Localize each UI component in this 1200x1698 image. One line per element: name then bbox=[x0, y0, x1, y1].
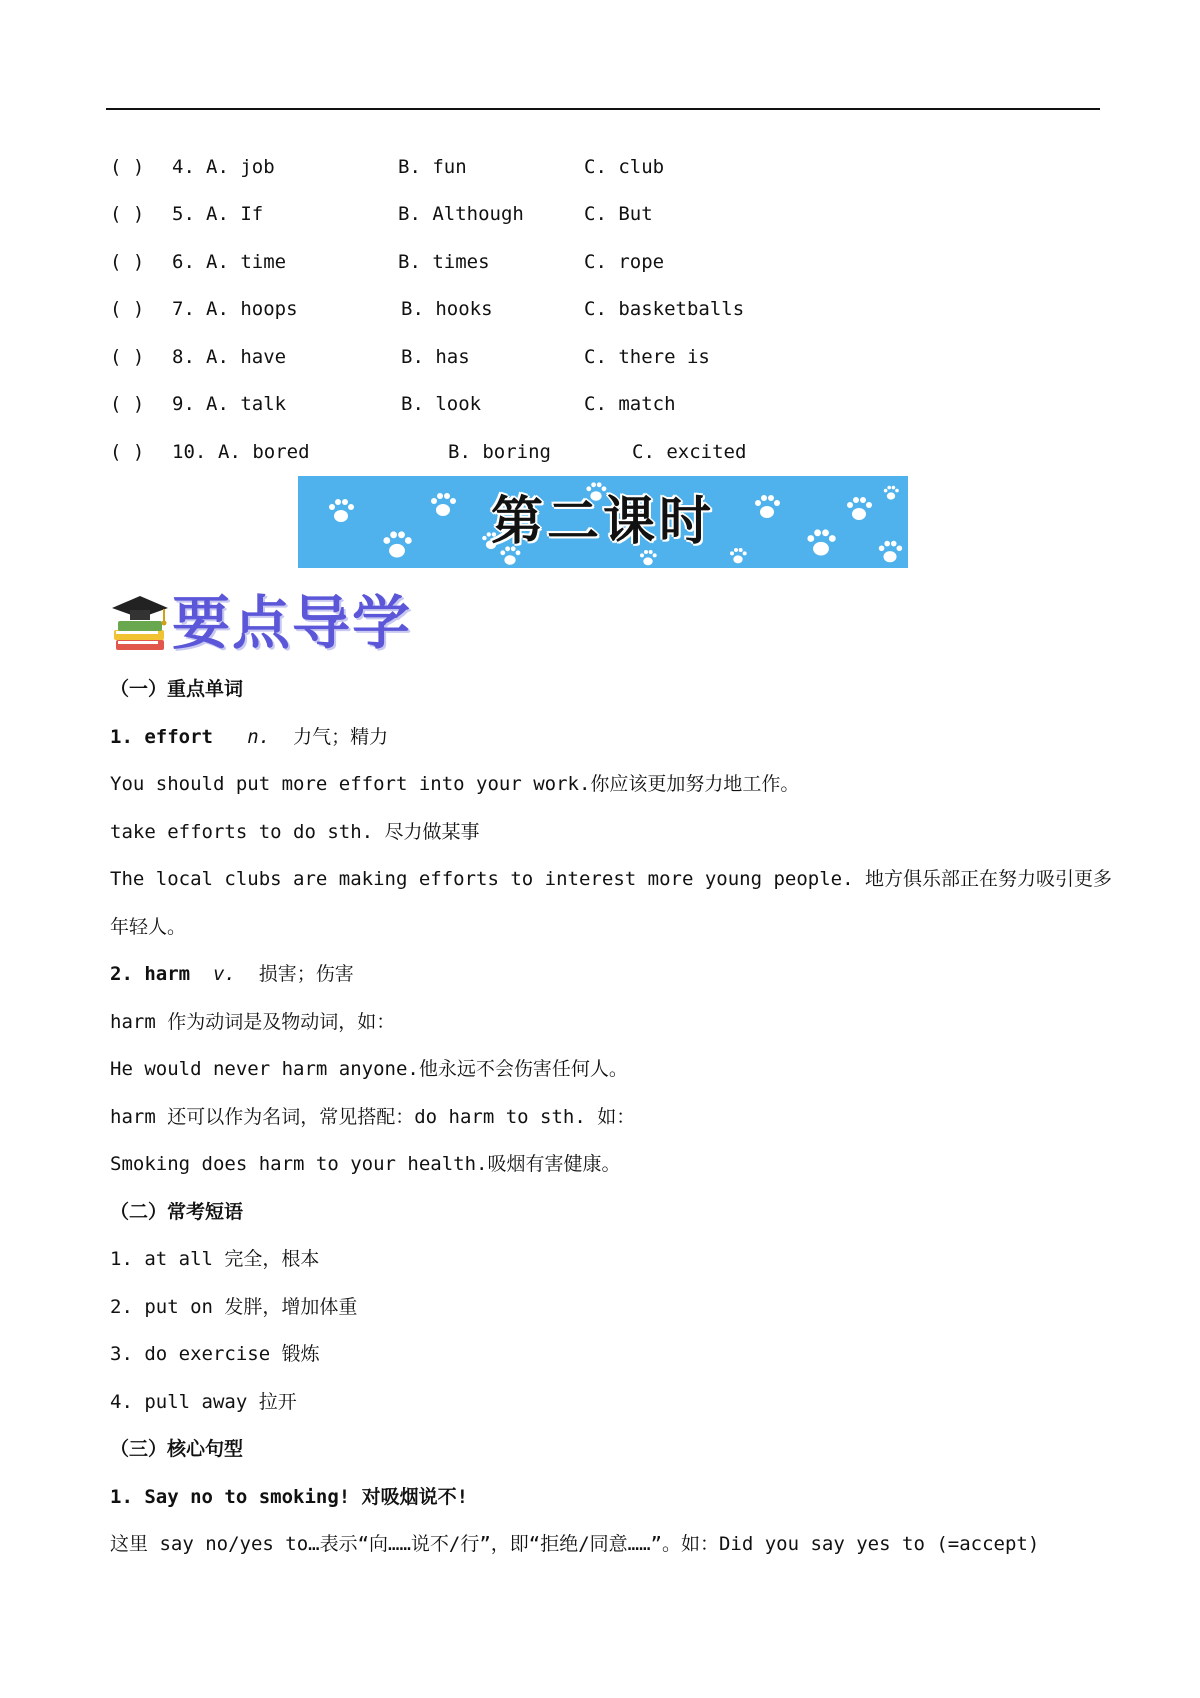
example-7: Smoking does harm to your health.吸烟有害健康。 bbox=[110, 1153, 621, 1175]
phrase-item: 1. at all 完全，根本 bbox=[110, 1248, 320, 1270]
option-a: A. job bbox=[206, 156, 275, 178]
section1-title: （一）重点单词 bbox=[110, 678, 244, 700]
example-4: harm 作为动词是及物动词，如： bbox=[110, 1011, 396, 1033]
option-c: C. rope bbox=[584, 251, 665, 273]
option-b: B. has bbox=[401, 346, 470, 368]
answer-blank[interactable]: ( ) bbox=[110, 441, 145, 463]
header-rule bbox=[106, 108, 1100, 110]
option-c: C. match bbox=[584, 393, 676, 415]
question-number: 7. bbox=[172, 298, 195, 320]
banner-title: 第二课时 bbox=[490, 492, 715, 552]
phrase-item: 3. do exercise 锻炼 bbox=[110, 1343, 320, 1365]
example-6: harm 还可以作为名词，常见搭配：do harm to sth. 如： bbox=[110, 1106, 636, 1128]
option-b: B. fun bbox=[398, 156, 467, 178]
word2-head: 2. harm bbox=[110, 963, 191, 985]
phrase-item: 4. pull away 拉开 bbox=[110, 1391, 297, 1413]
word2-meaning: 损害；伤害 bbox=[258, 963, 354, 985]
question-number: 9. bbox=[172, 393, 195, 415]
graduation-cap-books-icon bbox=[110, 594, 170, 656]
word2-entry bbox=[110, 961, 354, 987]
example-3b: 年轻人。 bbox=[110, 916, 187, 938]
option-a: A. talk bbox=[206, 393, 287, 415]
word1-pos: n. bbox=[247, 726, 271, 748]
answer-blank[interactable]: ( ) bbox=[110, 251, 145, 273]
word1-entry bbox=[110, 724, 388, 750]
heading-title: 要点导学 bbox=[172, 589, 413, 657]
answer-blank[interactable]: ( ) bbox=[110, 346, 145, 368]
option-b: B. look bbox=[401, 393, 482, 415]
option-b: B. Although bbox=[398, 203, 524, 225]
word1-meaning: 力气；精力 bbox=[293, 726, 389, 748]
question-number: 10. bbox=[172, 441, 207, 463]
question-number: 5. bbox=[172, 203, 195, 225]
option-a: A. If bbox=[206, 203, 264, 225]
option-a: A. time bbox=[206, 251, 287, 273]
section3-title: （三）核心句型 bbox=[110, 1438, 244, 1460]
question-number: 8. bbox=[172, 346, 195, 368]
sentence-1-explanation: 这里 say no/yes to…表示“向……说不/行”，即“拒绝/同意……”。如：Did you say yes to (=accept) bbox=[110, 1533, 1040, 1555]
option-c: C. But bbox=[584, 203, 653, 225]
phrase-item: 2. put on 发胖，增加体重 bbox=[110, 1296, 358, 1318]
option-a: A. bored bbox=[218, 441, 310, 463]
word2-pos: v. bbox=[212, 963, 236, 985]
section2-title: （二）常考短语 bbox=[110, 1201, 244, 1223]
example-3a: The local clubs are making efforts to interest more young people. 地方俱乐部正在努力吸引更多 bbox=[110, 868, 1112, 890]
option-c: C. excited bbox=[632, 441, 747, 463]
answer-blank[interactable]: ( ) bbox=[110, 298, 145, 320]
option-b: B. boring bbox=[448, 441, 551, 463]
example-2: take efforts to do sth. 尽力做某事 bbox=[110, 821, 480, 843]
word1-head: 1. effort bbox=[110, 726, 213, 748]
option-b: B. times bbox=[398, 251, 490, 273]
example-5: He would never harm anyone.他永远不会伤害任何人。 bbox=[110, 1058, 628, 1080]
option-c: C. there is bbox=[584, 346, 710, 368]
option-c: C. basketballs bbox=[584, 298, 745, 320]
sentence-1: 1. Say no to smoking! 对吸烟说不! bbox=[110, 1486, 469, 1508]
option-a: A. have bbox=[206, 346, 287, 368]
option-b: B. hooks bbox=[401, 298, 493, 320]
lesson-banner bbox=[298, 476, 908, 568]
question-number: 6. bbox=[172, 251, 195, 273]
example-1: You should put more effort into your work.你应该更加努力地工作。 bbox=[110, 773, 800, 795]
option-c: C. club bbox=[584, 156, 665, 178]
answer-blank[interactable]: ( ) bbox=[110, 203, 145, 225]
answer-blank[interactable]: ( ) bbox=[110, 156, 145, 178]
answer-blank[interactable]: ( ) bbox=[110, 393, 145, 415]
question-number: 4. bbox=[172, 156, 195, 178]
option-a: A. hoops bbox=[206, 298, 298, 320]
